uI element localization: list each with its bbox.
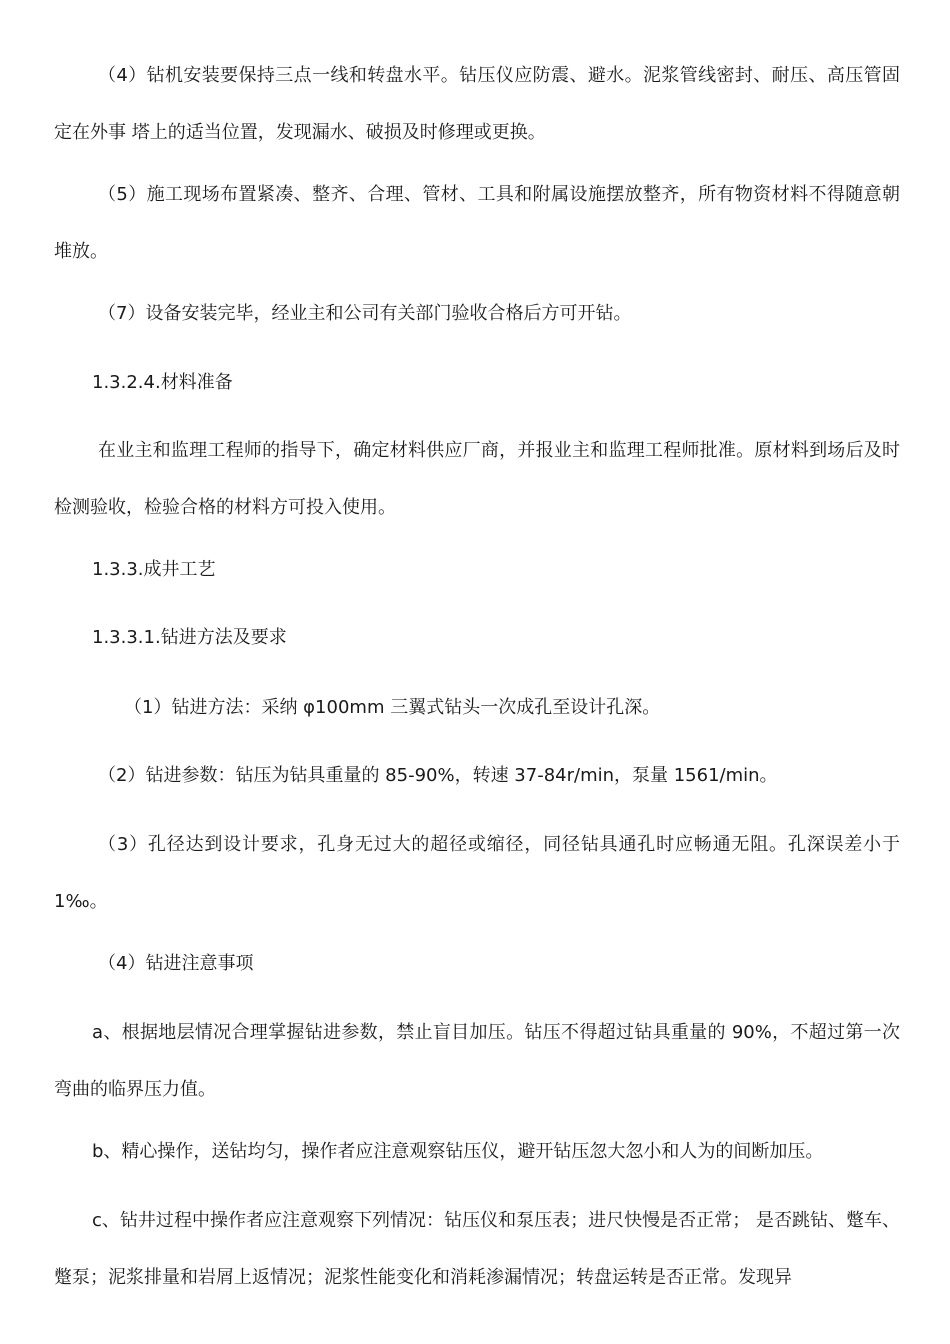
section-heading-material-preparation: 1.3.2.4.材料准备 xyxy=(92,372,233,393)
paragraph-rig-installation: （4）钻机安装要保持三点一线和转盘水平。钻压仪应防震、避水。泥浆管线密封、耐压、高压管固定在外事 塔上的适当位置，发现漏水、破损及时修理或更换。 xyxy=(54,65,900,143)
paragraph-site-layout: （5）施工现场布置紧凑、整齐、合理、管材、工具和附属设施摆放整齐，所有物资材料不得随意朝堆放。 xyxy=(54,184,900,262)
paragraph-drilling-method: （1）钻进方法：采纳 φ100mm 三翼式钻头一次成孔至设计孔深。 xyxy=(124,697,661,718)
paragraph-material-supply: 在业主和监理工程师的指导下，确定材料供应厂商，并报业主和监理工程师批准。原材料到场后及时检测验收，检验合格的材料方可投入使用。 xyxy=(54,440,900,518)
paragraph-drilling-parameters: （2）钻进参数：钻压为钻具重量的 85-90%，转速 37-84r/min，泵量 1561/min。 xyxy=(98,765,778,786)
section-heading-drilling-method: 1.3.3.1.钻进方法及要求 xyxy=(92,627,287,648)
paragraph-hole-diameter: （3）孔径达到设计要求，孔身无过大的超径或缩径，同径钻具通孔时应畅通无阻。孔深误差小于 1‰。 xyxy=(54,834,900,912)
paragraph-precaution-a: a、根据地层情况合理掌握钻进参数，禁止盲目加压。钻压不得超过钻具重量的 90%，不超过第一次弯曲的临界压力值。 xyxy=(54,1022,900,1100)
paragraph-equipment-acceptance: （7）设备安装完毕，经业主和公司有关部门验收合格后方可开钻。 xyxy=(98,303,632,324)
section-heading-well-process: 1.3.3.成井工艺 xyxy=(92,559,216,580)
paragraph-precaution-b: b、精心操作，送钻均匀，操作者应注意观察钻压仪，避开钻压忽大忽小和人为的间断加压。 xyxy=(92,1141,824,1162)
paragraph-precaution-c: c、钻井过程中操作者应注意观察下列情况：钻压仪和泵压表；进尺快慢是否正常； 是否跳钻、蹩车、蹩泵；泥浆排量和岩屑上返情况；泥浆性能变化和消耗渗漏情况；转盘运转是否正常。发现异 xyxy=(54,1210,900,1288)
paragraph-drilling-precautions-title: （4）钻进注意事项 xyxy=(98,953,254,974)
